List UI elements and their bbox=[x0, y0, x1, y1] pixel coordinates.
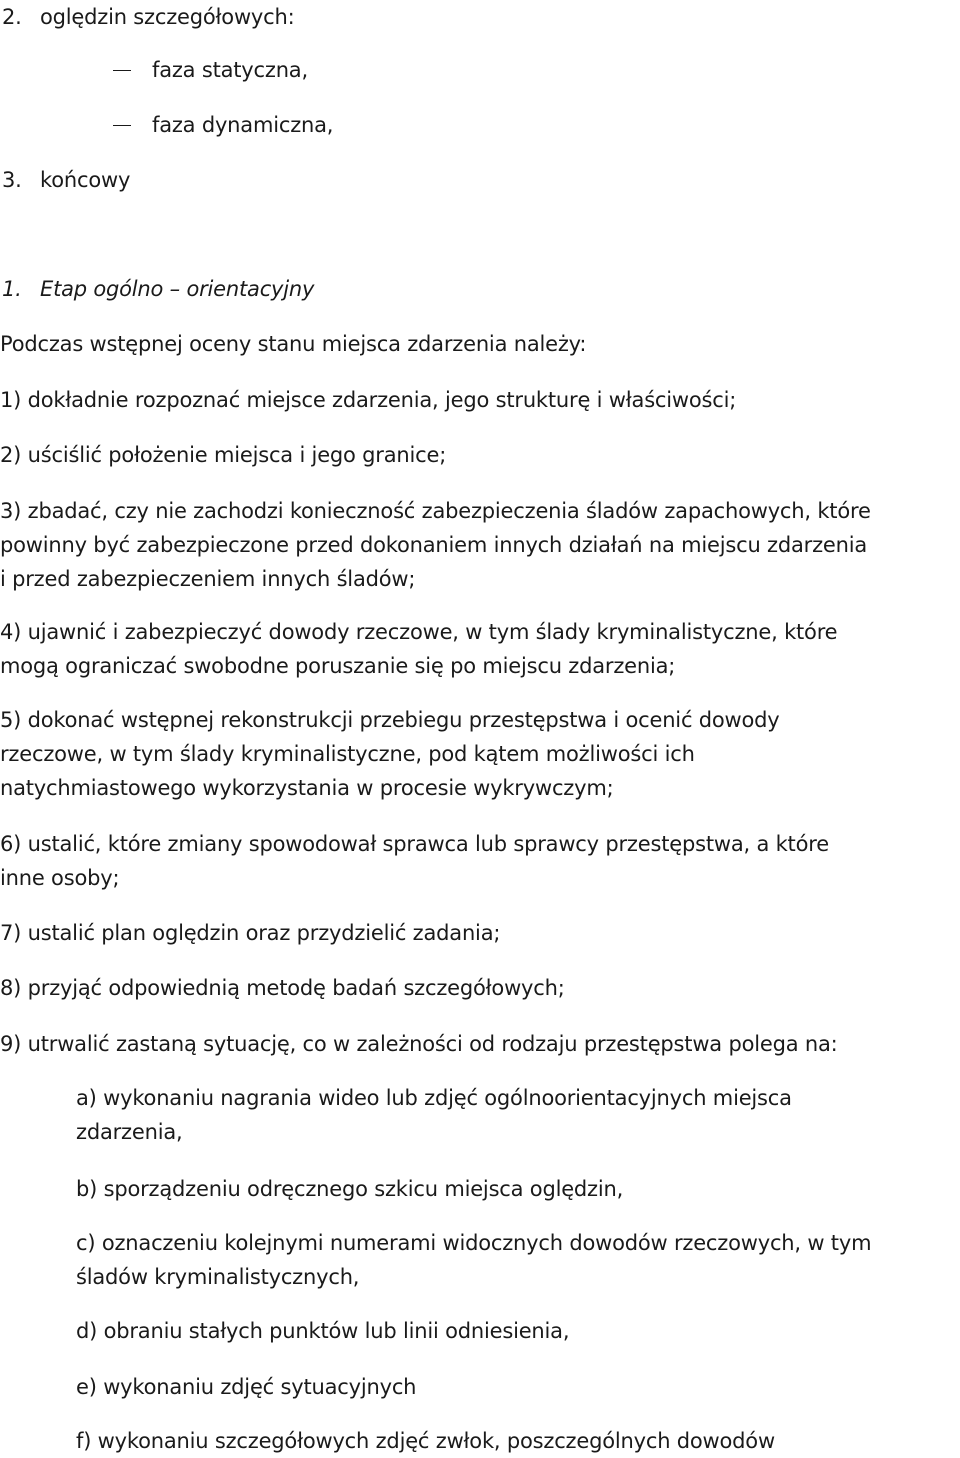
phase-item-2 bbox=[2, 0, 295, 34]
list-item-line: 9) utrwalić zastaną sytuację, co w zależności od rodzaju przestępstwa polega na: bbox=[0, 1032, 838, 1056]
list-item-5 bbox=[0, 703, 960, 805]
phase-sub-static: faza statyczna, bbox=[152, 58, 308, 82]
list-item-9 bbox=[0, 1027, 960, 1061]
phase-item-2-label: oględzin szczegółowych: bbox=[40, 5, 295, 29]
list-item-1 bbox=[0, 383, 960, 417]
list-item-line: 3) zbadać, czy nie zachodzi konieczność zabezpieczenia śladów zapachowych, które bbox=[0, 499, 871, 523]
sub-item-e bbox=[76, 1370, 960, 1404]
sub-item-b bbox=[76, 1172, 960, 1206]
dash-bullet bbox=[113, 125, 131, 126]
sub-item-line: c) oznaczeniu kolejnymi numerami widocznych dowodów rzeczowych, w tym bbox=[76, 1231, 872, 1255]
sub-item-f bbox=[76, 1424, 960, 1458]
list-item-line: 7) ustalić plan oględzin oraz przydzielić zadania; bbox=[0, 921, 501, 945]
list-item-line: 6) ustalić, które zmiany spowodował sprawca lub sprawcy przestępstwa, a które bbox=[0, 832, 829, 856]
section-intro: Podczas wstępnej oceny stanu miejsca zdarzenia należy: bbox=[0, 332, 587, 356]
list-item-line: 5) dokonać wstępnej rekonstrukcji przebiegu przestępstwa i ocenić dowody bbox=[0, 708, 780, 732]
list-item-4 bbox=[0, 615, 960, 683]
dash-bullet bbox=[113, 70, 131, 71]
section-number: 1. bbox=[2, 277, 22, 301]
section-heading bbox=[2, 272, 314, 306]
list-item-line: powinny być zabezpieczone przed dokonaniem innych działań na miejscu zdarzenia bbox=[0, 533, 868, 557]
sub-item-line: śladów kryminalistycznych, bbox=[76, 1265, 360, 1289]
phase-item-3-number: 3. bbox=[2, 168, 22, 192]
sub-item-line: f) wykonaniu szczegółowych zdjęć zwłok, poszczególnych dowodów bbox=[76, 1429, 775, 1453]
sub-item-line: b) sporządzeniu odręcznego szkicu miejsca oględzin, bbox=[76, 1177, 624, 1201]
list-item-line: inne osoby; bbox=[0, 866, 120, 890]
list-item-6 bbox=[0, 827, 960, 895]
list-item-line: natychmiastowego wykorzystania w procesie wykrywczym; bbox=[0, 776, 614, 800]
sub-item-d bbox=[76, 1314, 960, 1348]
section-title: Etap ogólno – orientacyjny bbox=[40, 277, 315, 301]
sub-item-line: a) wykonaniu nagrania wideo lub zdjęć ogólnoorientacyjnych miejsca bbox=[76, 1086, 792, 1110]
list-item-line: 4) ujawnić i zabezpieczyć dowody rzeczowe, w tym ślady kryminalistyczne, które bbox=[0, 620, 838, 644]
sub-item-line: zdarzenia, bbox=[76, 1120, 183, 1144]
list-item-3 bbox=[0, 494, 960, 596]
list-item-line: rzeczowe, w tym ślady kryminalistyczne, pod kątem możliwości ich bbox=[0, 742, 695, 766]
list-item-2 bbox=[0, 438, 960, 472]
phase-item-3-label: końcowy bbox=[40, 168, 131, 192]
phase-item-2-number: 2. bbox=[2, 5, 22, 29]
phase-sub-dynamic: faza dynamiczna, bbox=[152, 113, 334, 137]
list-item-line: 2) uściślić położenie miejsca i jego granice; bbox=[0, 443, 447, 467]
sub-item-line: d) obraniu stałych punktów lub linii odniesienia, bbox=[76, 1319, 570, 1343]
list-item-line: i przed zabezpieczeniem innych śladów; bbox=[0, 567, 416, 591]
list-item-7 bbox=[0, 916, 960, 950]
list-item-line: mogą ograniczać swobodne poruszanie się po miejscu zdarzenia; bbox=[0, 654, 676, 678]
list-item-line: 8) przyjąć odpowiednią metodę badań szczegółowych; bbox=[0, 976, 565, 1000]
sub-item-a bbox=[76, 1081, 960, 1149]
sub-item-c bbox=[76, 1226, 960, 1294]
sub-item-line: e) wykonaniu zdjęć sytuacyjnych bbox=[76, 1375, 417, 1399]
list-item-line: 1) dokładnie rozpoznać miejsce zdarzenia, jego strukturę i właściwości; bbox=[0, 388, 737, 412]
list-item-8 bbox=[0, 971, 960, 1005]
phase-item-3 bbox=[2, 163, 130, 197]
